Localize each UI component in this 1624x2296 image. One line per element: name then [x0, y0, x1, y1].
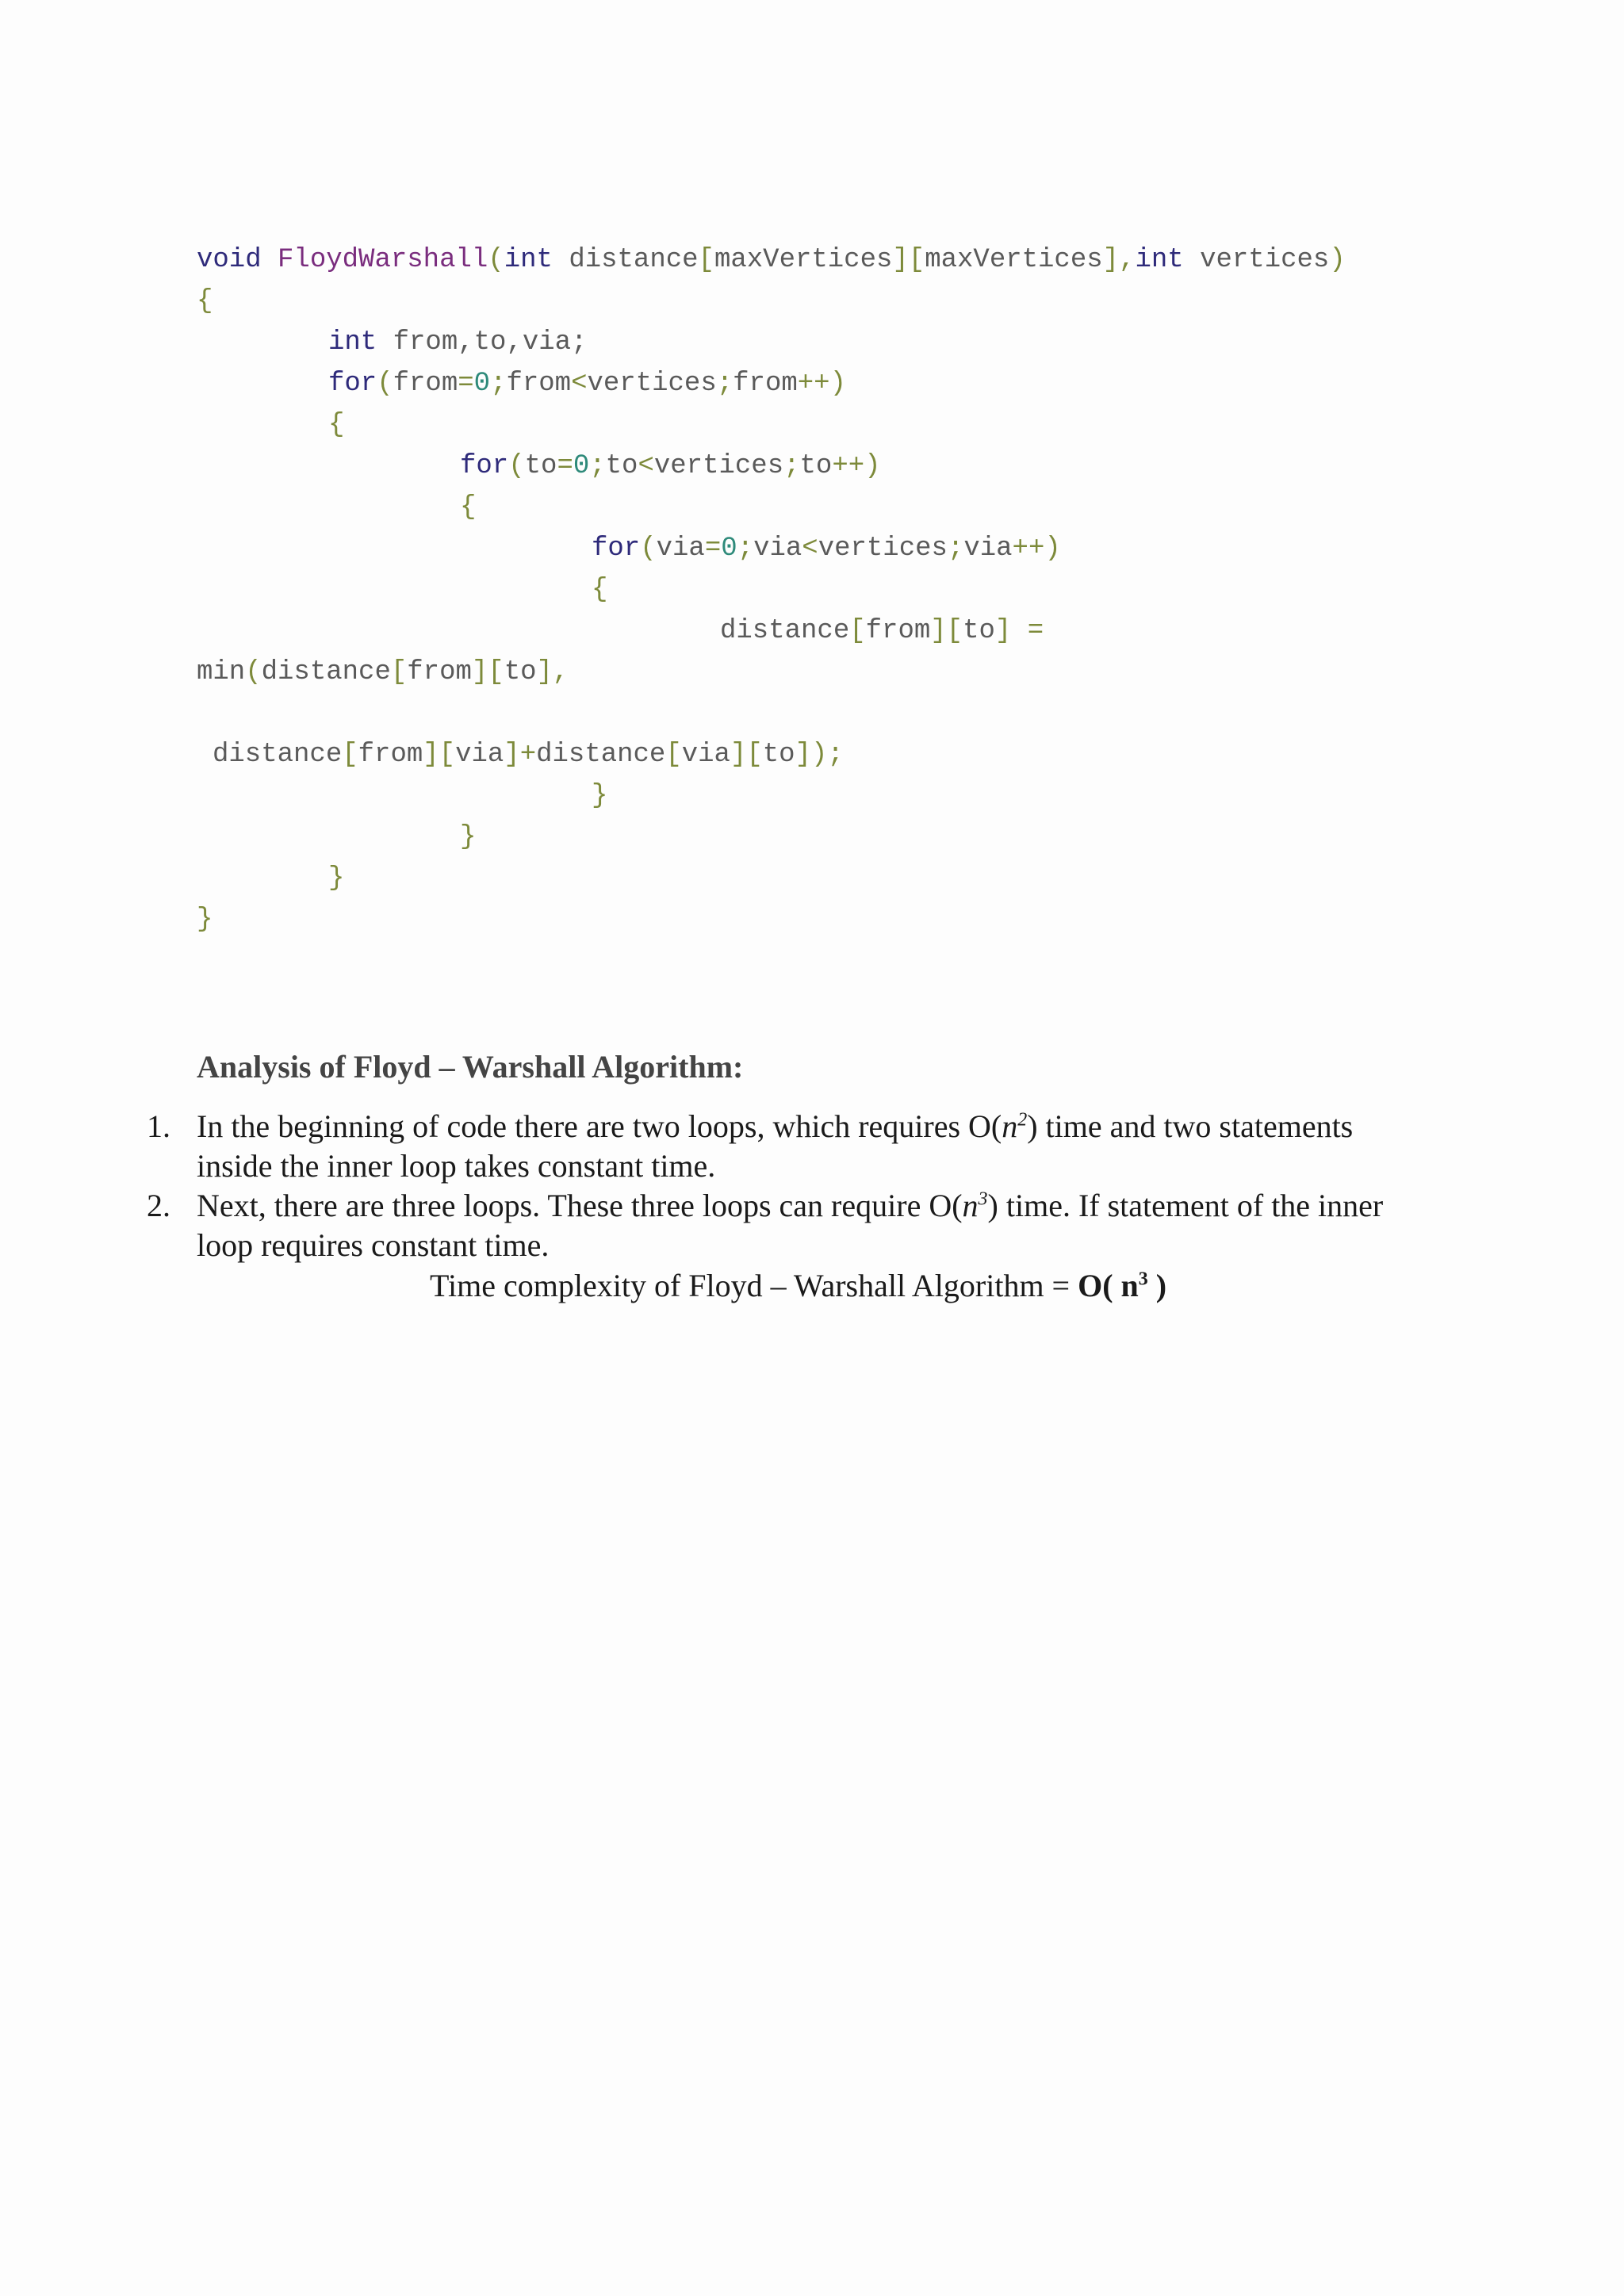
code-token: ; [490, 369, 507, 399]
code-token: distance [261, 657, 391, 687]
code-line-10 [720, 615, 1044, 647]
code-token: 0 [573, 451, 590, 481]
code-line-7 [460, 492, 476, 523]
code-token: ; [716, 369, 733, 399]
code-token: from [865, 616, 931, 646]
code-line-2 [197, 285, 213, 317]
text-run: O( n [1078, 1268, 1139, 1303]
code-token: to [799, 451, 833, 481]
code-token: ][ [930, 616, 963, 646]
code-token: ) [1329, 245, 1346, 275]
code-token: min [197, 657, 246, 687]
summary-text: Time complexity of Floyd – Warshall Algorithm = [430, 1268, 1078, 1303]
code-token: < [802, 534, 818, 564]
code-token: } [592, 781, 608, 811]
code-line-16 [197, 904, 213, 936]
code-line-6 [460, 450, 881, 482]
code-line-1 [197, 244, 1346, 276]
code-token: vertices [653, 451, 784, 481]
code-token: from [506, 369, 572, 399]
code-token: to [524, 451, 557, 481]
code-token: { [328, 410, 345, 440]
code-token: 0 [473, 369, 491, 399]
code-token: from [733, 369, 798, 399]
code-token: distance [569, 245, 699, 275]
code-token: vertices [1200, 245, 1330, 275]
text-run: ) time. If statement of the inner [987, 1188, 1384, 1223]
code-token: < [571, 369, 588, 399]
math-exponent: 2 [1017, 1109, 1028, 1131]
complexity-result [1078, 1268, 1166, 1303]
code-token: void [197, 245, 262, 275]
code-token: } [328, 863, 345, 894]
code-token: to [605, 451, 638, 481]
code-token: via [455, 740, 504, 770]
code-token: vertices [818, 534, 948, 564]
list-line: loop requires constant time. [197, 1227, 550, 1263]
code-line-14 [460, 821, 476, 853]
code-token: [ [390, 657, 408, 687]
code-token: for [328, 369, 377, 399]
code-token: 0 [721, 534, 737, 564]
code-token: to [762, 740, 795, 770]
code-token: { [460, 492, 477, 522]
code-line-5 [328, 409, 344, 441]
code-token: ; [737, 534, 754, 564]
code-token: ][ [730, 740, 763, 770]
code-token: from,to,via; [393, 327, 588, 358]
code-token: via [753, 534, 802, 564]
code-token: via [681, 740, 730, 770]
code-token: ( [377, 369, 393, 399]
text-run: ) time and two statements [1027, 1108, 1354, 1144]
code-token: to [504, 657, 537, 687]
code-token: ]); [795, 740, 844, 770]
list-number: 1. [147, 1108, 170, 1144]
code-token: { [592, 575, 608, 605]
code-token: maxVertices [714, 245, 893, 275]
code-token: } [197, 905, 213, 935]
math-exponent: 3 [978, 1188, 988, 1210]
code-token: distance [720, 616, 850, 646]
code-token: = [557, 451, 573, 481]
code-token: distance [536, 740, 666, 770]
list-number: 2. [147, 1188, 170, 1223]
code-token: from [393, 369, 458, 399]
code-line-11 [197, 656, 569, 688]
text-run: Next, there are three loops. These three loops can require O( [197, 1188, 963, 1223]
code-line-8 [592, 533, 1061, 564]
code-token: ; [783, 451, 800, 481]
code-token: [ [665, 740, 682, 770]
code-token: ][ [423, 740, 456, 770]
code-token: [ [698, 245, 714, 275]
code-token: ]+ [504, 740, 537, 770]
code-token: ++) [832, 451, 881, 481]
code-line-9 [592, 574, 607, 606]
list-text [197, 1186, 1434, 1265]
list-line [197, 1107, 1434, 1146]
code-token: ], [536, 657, 569, 687]
code-token: from [407, 657, 472, 687]
code-token: maxVertices [925, 245, 1103, 275]
code-token: } [460, 822, 477, 852]
code-token: ( [245, 657, 262, 687]
code-token: ; [589, 451, 606, 481]
code-token: ++) [1012, 534, 1061, 564]
code-token: for [592, 534, 641, 564]
code-token: int [1135, 245, 1184, 275]
code-token: ][ [892, 245, 925, 275]
code-token: ] = [994, 616, 1044, 646]
code-token: distance [213, 740, 343, 770]
math-variable: n [962, 1188, 979, 1223]
code-token: for [460, 451, 509, 481]
code-token: { [197, 286, 213, 316]
code-line-12 [213, 739, 844, 771]
list-line [197, 1186, 1434, 1226]
code-token: ], [1102, 245, 1136, 275]
code-token: ( [488, 245, 504, 275]
code-token: to [963, 616, 995, 646]
code-line-13 [592, 780, 607, 812]
list-text [197, 1107, 1434, 1186]
code-token: < [638, 451, 654, 481]
code-line-15 [328, 863, 344, 894]
text-run: ) [1147, 1268, 1167, 1303]
code-line-4 [328, 368, 846, 400]
time-complexity-summary [430, 1267, 1166, 1304]
code-token: vertices [587, 369, 717, 399]
code-token: int [504, 245, 553, 275]
code-token: = [704, 534, 722, 564]
math-variable: n [1002, 1108, 1018, 1144]
code-token: [ [849, 616, 866, 646]
text-run: In the beginning of code there are two loops, which requires O( [197, 1108, 1002, 1144]
code-token: ++) [797, 369, 846, 399]
code-token: int [328, 327, 377, 358]
list-line: inside the inner loop takes constant time. [197, 1148, 716, 1184]
code-token: via [963, 534, 1013, 564]
analysis-heading: Analysis of Floyd – Warshall Algorithm: [197, 1049, 744, 1085]
code-token: from [358, 740, 423, 770]
math-exponent: 3 [1138, 1269, 1148, 1290]
code-token: FloydWarshall [278, 245, 488, 275]
code-token: [ [342, 740, 358, 770]
code-token: ; [947, 534, 964, 564]
code-token: = [458, 369, 474, 399]
code-token: ( [640, 534, 657, 564]
code-token: via [656, 534, 705, 564]
code-line-3 [328, 327, 587, 358]
code-token: ( [508, 451, 525, 481]
code-token: ][ [471, 657, 504, 687]
